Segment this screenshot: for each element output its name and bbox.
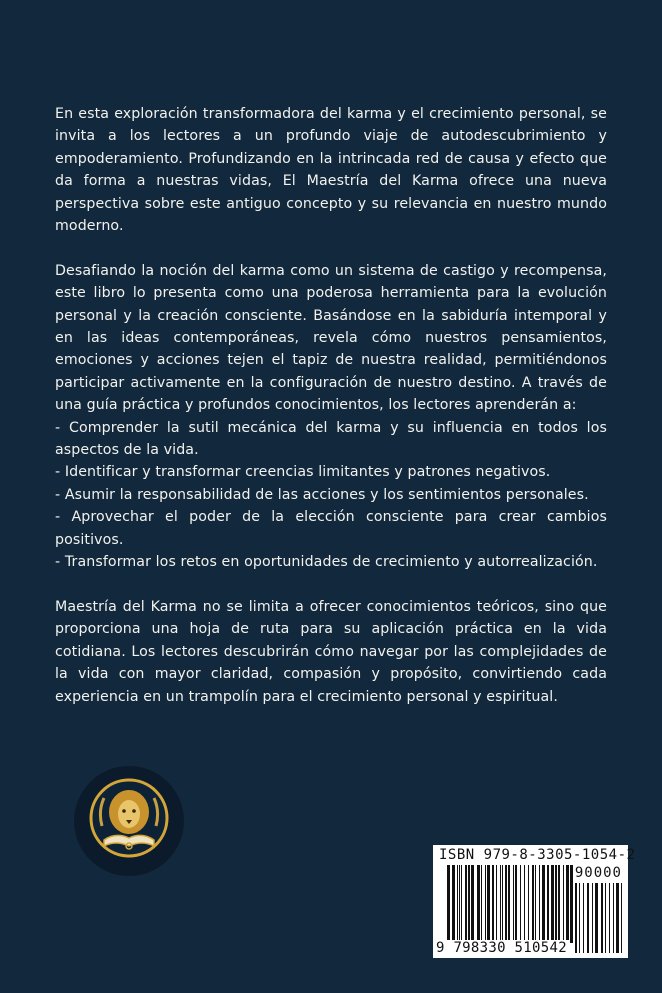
barcode-bar [570, 865, 573, 943]
paragraph-intro: En esta exploración transformadora del karma y el crecimiento personal, se invita a los lectores a un profundo viaje de autodescubrimiento y empoderamiento. Profundizando en la intrincada red de causa y efecto que da forma a nuestras vidas, El Maestría del Karma ofrece una nueva perspectiva sobre este antiguo concepto y su relevancia en nuestro mundo moderno. [55, 106, 607, 235]
barcode-bar [592, 883, 593, 953]
barcode-bar [595, 883, 598, 953]
list-item: - Asumir la responsabilidad de las acciones y los sentimientos personales. [55, 486, 589, 503]
barcode-bar [481, 865, 482, 943]
isbn-barcode [433, 845, 636, 958]
barcode-bar [613, 883, 614, 953]
barcode-bar [447, 865, 450, 943]
barcode-bar [465, 865, 467, 943]
barcode-bar [524, 865, 525, 943]
barcode-bar [575, 883, 577, 953]
barcode-bar [505, 865, 507, 943]
barcode-bar [555, 865, 557, 943]
barcode-bars [447, 865, 572, 943]
barcode-bar [496, 865, 497, 943]
barcode-bar [487, 865, 490, 943]
barcode-bar [528, 865, 529, 943]
publisher-logo-lion-icon [74, 766, 184, 876]
barcode-bar [477, 865, 480, 943]
barcode-bar [566, 865, 569, 943]
barcode-bar [513, 865, 514, 943]
barcode-bar [621, 883, 622, 953]
barcode-bar [452, 865, 455, 943]
barcode-bar [502, 865, 503, 943]
barcode-bar [500, 865, 501, 943]
barcode-addon-bars [575, 883, 623, 953]
back-cover-text [55, 103, 607, 730]
barcode-bar [587, 883, 589, 953]
barcode-bar [609, 883, 610, 953]
barcode-bar [616, 883, 619, 953]
barcode-digits: 9 798330 510542 [436, 940, 567, 956]
barcode-bar [515, 865, 517, 943]
list-item: - Comprender la sutil mecánica del karma y su influencia en todos los aspectos de la vida. [55, 419, 607, 459]
barcode-bar [551, 865, 554, 943]
barcode-bar [532, 865, 534, 943]
barcode-bar [601, 883, 603, 953]
barcode-bar [605, 883, 606, 953]
barcode-bar [535, 865, 536, 943]
barcode-bar [461, 865, 462, 943]
barcode-bar [520, 865, 521, 943]
barcode-bar [457, 865, 458, 943]
barcode-addon-price: 90000 [574, 865, 622, 881]
barcode-bar [579, 883, 580, 953]
barcode-bar [583, 883, 584, 953]
barcode-bar [547, 865, 549, 943]
paragraph-body: Desafiando la noción del karma como un sistema de castigo y recompensa, este libro lo presenta como una poderosa herramienta para la evolución personal y la creación consciente. Basándose en la sabiduría intemporal y en las ideas contemporáneas, revela cómo nuestros pensamientos, emociones y acciones tejen el tapiz de nuestra realidad, permitiéndonos participar activamente en la configuración de nuestro destino. A través de una guía práctica y profundos conocimientos, los lectores aprenderán a: - Comprender la sutil mecánica del karma y su influencia en todos los aspectos de la vida. - Identificar y transformar creencias limitantes y patrones negativos. - Asumir la responsabilidad de las acciones y los sentimientos personales. - Aprovechar el poder de la elección consciente para crear cambios positivos. - Transformar los retos en oportunidades de crecimiento y autorrealización. [55, 260, 607, 574]
list-item: - Identificar y transformar creencias limitantes y patrones negativos. [55, 464, 551, 481]
barcode-bar [485, 865, 486, 943]
isbn-text: ISBN 979-8-3305-1054-2 [439, 847, 636, 863]
barcode-bar [558, 865, 560, 943]
barcode-bar [468, 865, 470, 943]
barcode-bar [563, 865, 564, 943]
paragraph-closing: Maestría del Karma no se limita a ofrecer conocimientos teóricos, sino que proporciona una hoja de ruta para su aplicación práctica en la vida cotidiana. Los lectores descubrirán cómo navegar por las complejidades de la vida con mayor claridad, compasión y propósito, convirtiendo cada experiencia en un trampolín para el crecimiento personal y espiritual. [55, 598, 607, 705]
barcode-bar [542, 865, 545, 943]
list-item: - Aprovechar el poder de la elección consciente para crear cambios positivos. [55, 509, 607, 548]
barcode-bar [539, 865, 540, 943]
barcode-bar [508, 865, 510, 943]
barcode-bar [471, 865, 474, 943]
list-item: - Transformar los retos en oportunidades de crecimiento y autorrealización. [55, 554, 598, 571]
barcode-bar [459, 865, 460, 943]
barcode-bar [492, 865, 494, 943]
